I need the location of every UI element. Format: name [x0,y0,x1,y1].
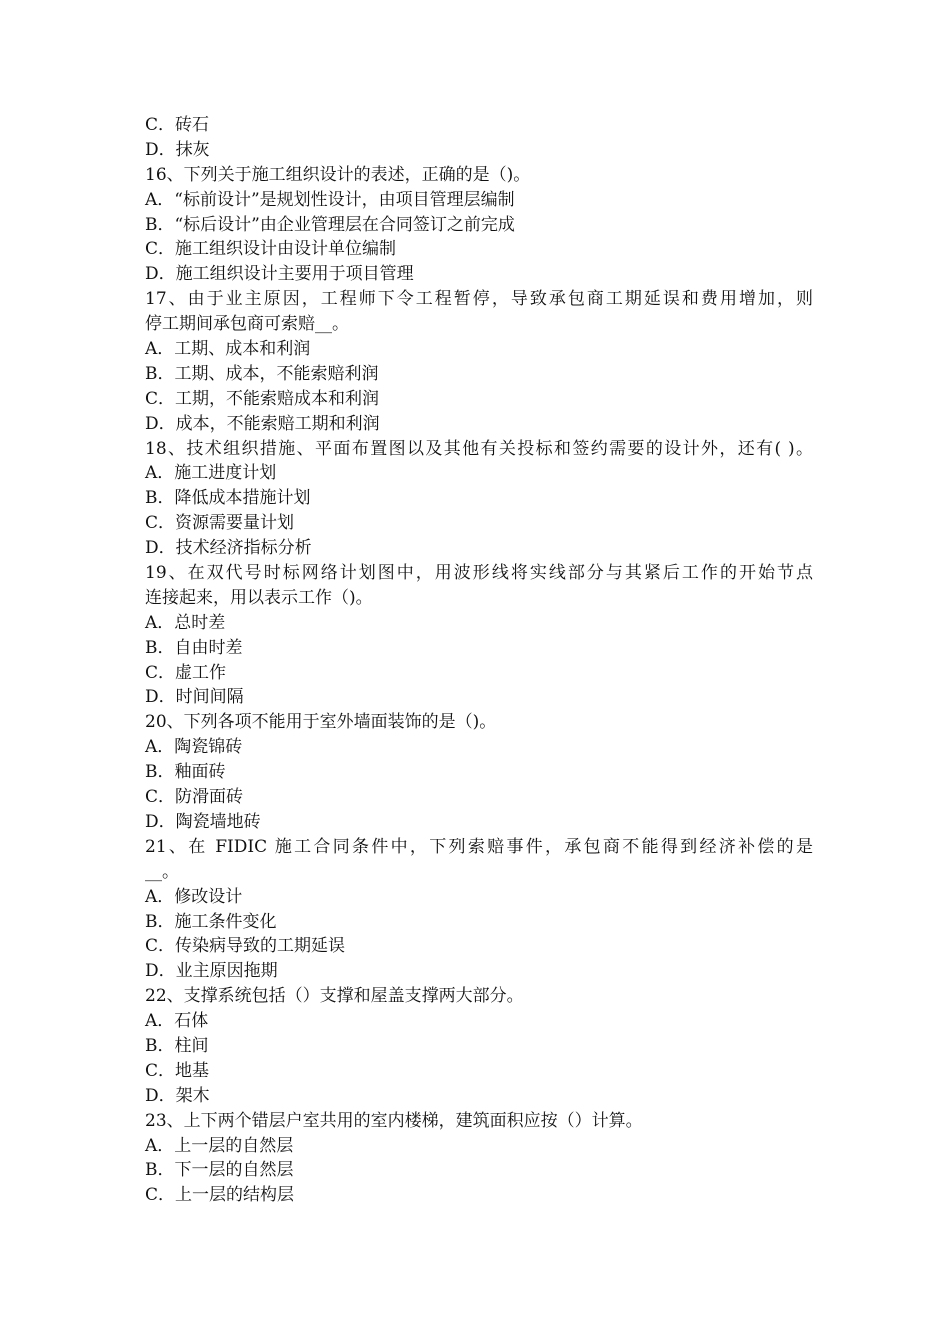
option-line: B．施工条件变化 [145,911,277,932]
option-line: B．“标后设计”由企业管理层在合同签订之前完成 [145,214,515,235]
option-line: A．石体 [145,1011,209,1032]
question-17: 17、由于业主原因，工程师下令工程暂停，导致承包商工期延误和费用增加，则 [145,289,813,310]
option-line: A．上一层的自然层 [145,1135,294,1156]
option-line: D．技术经济指标分析 [145,538,312,559]
question-18: 18、技术组织措施、平面布置图以及其他有关投标和签约需要的设计外，还有( )。 [145,438,813,459]
option-line: C．资源需要量计划 [145,513,295,534]
option-line: B．柱间 [145,1035,209,1056]
option-line: B．下一层的自然层 [145,1160,294,1181]
option-line: D．成本，不能索赔工期和利润 [145,413,380,434]
option-line: A．总时差 [145,612,226,633]
question-19-continued: 连接起来，用以表示工作（)。 [145,587,373,608]
option-line: C．施工组织设计由设计单位编制 [145,239,397,260]
option-line: A．施工进度计划 [145,463,277,484]
question-21: 21、在 FIDIC 施工合同条件中，下列索赔事件，承包商不能得到经济补偿的是 [145,836,813,857]
question-16: 16、下列关于施工组织设计的表述，正确的是（)。 [145,164,531,185]
option-line: C．传染病导致的工期延误 [145,936,346,957]
option-line: A．工期、成本和利润 [145,339,311,360]
option-line: C．防滑面砖 [145,787,244,808]
option-line: D．时间间隔 [145,687,244,708]
option-line: A．“标前设计”是规划性设计，由项目管理层编制 [145,189,515,210]
question-19: 19、在双代号时标网络计划图中，用波形线将实线部分与其紧后工作的开始节点 [145,563,813,584]
question-17-continued: 停工期间承包商可索赔__。 [145,314,349,335]
option-line: C．地基 [145,1060,210,1081]
option-line: C．砖石 [145,115,210,135]
question-22: 22、支撑系统包括（）支撑和屋盖支撑两大部分。 [145,986,524,1007]
question-20: 20、下列各项不能用于室外墙面装饰的是（)。 [145,712,497,733]
option-line: A．陶瓷锦砖 [145,737,243,758]
option-line: B．自由时差 [145,637,243,658]
option-line: D．抹灰 [145,139,210,160]
document-page [145,113,813,1208]
option-line: B．釉面砖 [145,762,226,783]
option-line: D．施工组织设计主要用于项目管理 [145,264,414,285]
option-line: D．业主原因拖期 [145,961,278,982]
option-line: C．上一层的结构层 [145,1185,295,1206]
option-line: C．虚工作 [145,662,227,683]
option-line: D．陶瓷墙地砖 [145,811,261,832]
question-21-continued: __。 [145,861,179,882]
option-line: A．修改设计 [145,886,243,907]
option-line: B．工期、成本，不能索赔利润 [145,363,379,384]
option-line: B．降低成本措施计划 [145,488,311,509]
option-line: C．工期，不能索赔成本和利润 [145,388,380,409]
question-23: 23、上下两个错层户室共用的室内楼梯，建筑面积应按（）计算。 [145,1110,643,1131]
option-line: D．架木 [145,1085,210,1106]
